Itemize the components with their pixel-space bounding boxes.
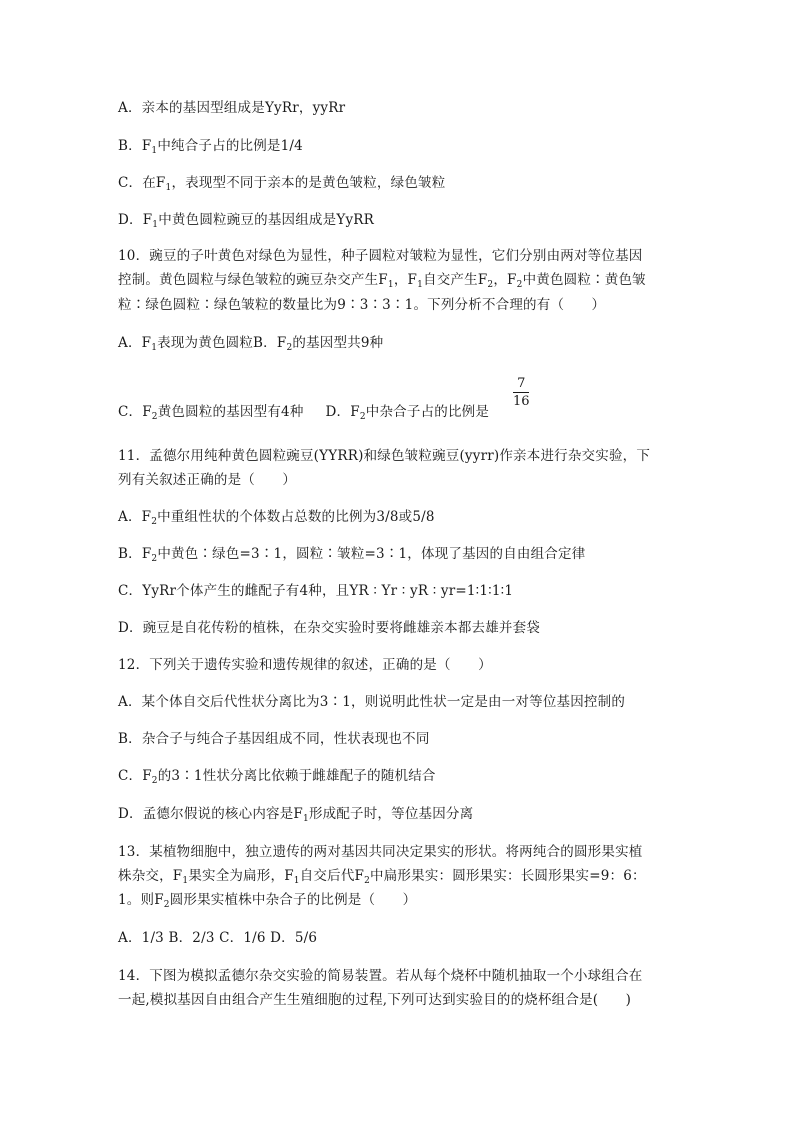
subscript: 2: [286, 343, 293, 353]
text: C．F: [118, 404, 152, 420]
text: 的3∶1性状分离比依赖于雌雄配子的随机结合: [157, 768, 436, 784]
q11-option-d: D．豌豆是自花传粉的植株，在杂交实验时要将雌雄亲本都去雄并套袋: [118, 620, 541, 636]
q11-option-a: [118, 507, 688, 532]
text: D．孟德尔假说的核心内容是F: [118, 806, 303, 822]
subscript: 1: [152, 220, 159, 230]
text: 中黄色圆粒豌豆的基因组成是YyRR: [158, 212, 375, 228]
text: ，F: [393, 272, 418, 288]
text: 中杂合子占的比例是: [365, 404, 490, 420]
q14-stem-line-1: 14．下图为模拟孟德尔杂交实验的简易装置。若从每个烧杯中随机抽取一个小球组合在: [118, 968, 643, 984]
q11-option-b: [118, 544, 688, 569]
text: 中重组性状的个体数占总数的比例为3/8或5/8: [157, 509, 435, 525]
subscript: 2: [151, 412, 158, 422]
q14-stem-line-2: 一起,模拟基因自由组合产生生殖细胞的过程,下列可达到实验目的的烧杯组合是( ): [118, 992, 632, 1008]
q9-option-d: [118, 210, 688, 235]
text: 自交产生F: [423, 272, 488, 288]
q10-options-ab: [118, 333, 688, 358]
text: 中纯合子占的比例是1/4: [157, 138, 303, 154]
q12-option-a: A．某个体自交后代性状分离比为3∶1，则说明此性状一定是由一对等位基因控制的: [118, 694, 626, 710]
text: 果实全为扁形，F: [188, 868, 294, 884]
text: 中黄色圆粒∶黄色皱: [522, 272, 646, 288]
text: 黄色圆粒的基因型有4种: [157, 404, 304, 420]
text: 控制。黄色圆粒与绿色皱粒的豌豆杂交产生F: [118, 272, 388, 288]
subscript: 1: [151, 146, 158, 156]
fraction-7-16: [511, 376, 532, 409]
text: 的基因型共9种: [292, 335, 384, 351]
subscript: 1: [293, 876, 300, 886]
q10-stem-line-2: [118, 270, 688, 295]
subscript: 1: [182, 876, 189, 886]
fraction-denominator: 16: [513, 394, 530, 409]
q11-stem-line-2: 列有关叙述正确的是（ ）: [118, 472, 297, 488]
text: D．F: [118, 212, 153, 228]
q11-option-c: C．YyRr个体产生的雌配子有4种，且YR ∶ Yr ∶ yR ∶ yr=1∶1∶1∶1: [118, 583, 514, 599]
subscript: 2: [151, 517, 158, 527]
text: ，表现型不同于亲本的是黄色皱粒，绿色皱粒: [171, 175, 446, 191]
q10-options-cd: [118, 402, 688, 427]
text: B．F: [118, 546, 152, 562]
q10-stem-line-1: 10．豌豆的子叶黄色对绿色为显性，种子圆粒对皱粒为显性，它们分别由两对等位基因: [118, 248, 643, 264]
q12-stem: 12．下列关于遗传实验和遗传规律的叙述，正确的是（ ）: [118, 657, 492, 673]
subscript: 2: [163, 900, 170, 910]
fraction-numerator: 7: [517, 376, 526, 391]
subscript: 2: [364, 876, 371, 886]
q13-stem-line-1: 13．某植物细胞中，独立遗传的两对基因共同决定果实的形状。将两纯合的圆形果实植: [118, 844, 643, 860]
q10-stem-line-3: 粒∶绿色圆粒∶绿色皱粒的数量比为9∶3∶3∶1。下列分析不合理的有（ ）: [118, 297, 606, 313]
subscript: 1: [303, 814, 309, 824]
q11-stem-line-1: 11．孟德尔用纯种黄色圆粒豌豆(YYRR)和绿色皱粒豌豆(yyrr)作亲本进行杂交实验，下: [118, 448, 651, 464]
text: 自交后代F: [299, 868, 365, 884]
text: 形成配子时，等位基因分离: [308, 806, 474, 822]
text: 表现为黄色圆粒B．F: [157, 335, 287, 351]
q9-option-b: [118, 136, 688, 161]
q12-option-c: [118, 766, 688, 791]
text: C．F: [118, 768, 152, 784]
text: D．F: [325, 404, 360, 420]
subscript: 2: [487, 280, 494, 290]
subscript: 2: [151, 776, 158, 786]
subscript: 2: [516, 280, 523, 290]
text: 中扁形果实：圆形果实：长圆形果实=9：6：: [370, 868, 646, 884]
subscript: 1: [387, 280, 394, 290]
subscript: 1: [151, 343, 158, 353]
q12-option-b: B．杂合子与纯合子基因组成不同，性状表现也不同: [118, 731, 430, 747]
q12-option-d: [118, 804, 688, 829]
subscript: 1: [165, 183, 172, 193]
text: A．F: [118, 509, 152, 525]
subscript: 1: [417, 280, 424, 290]
subscript: 2: [359, 412, 366, 422]
q13-options: A．1/3 B．2/3 C．1/6 D．5/6: [118, 930, 318, 946]
q13-stem-line-3: [118, 890, 688, 915]
text: ，F: [493, 272, 517, 288]
text: 圆形果实植株中杂合子的比例是（ ）: [169, 892, 417, 908]
q13-stem-line-2: [118, 866, 688, 891]
text: A．F: [118, 335, 152, 351]
text: 1。则F: [118, 892, 164, 908]
fraction-bar: [513, 392, 529, 393]
subscript: 2: [151, 554, 158, 564]
q9-option-a: A．亲本的基因型组成是YyRr，yyRr: [118, 100, 346, 116]
text: 中黄色∶绿色=3∶1，圆粒∶皱粒=3∶1，体现了基因的自由组合定律: [157, 546, 586, 562]
text: C．在F: [118, 175, 166, 191]
text: B．F: [118, 138, 152, 154]
q9-option-c: [118, 173, 688, 198]
text: 株杂交，F: [118, 868, 183, 884]
